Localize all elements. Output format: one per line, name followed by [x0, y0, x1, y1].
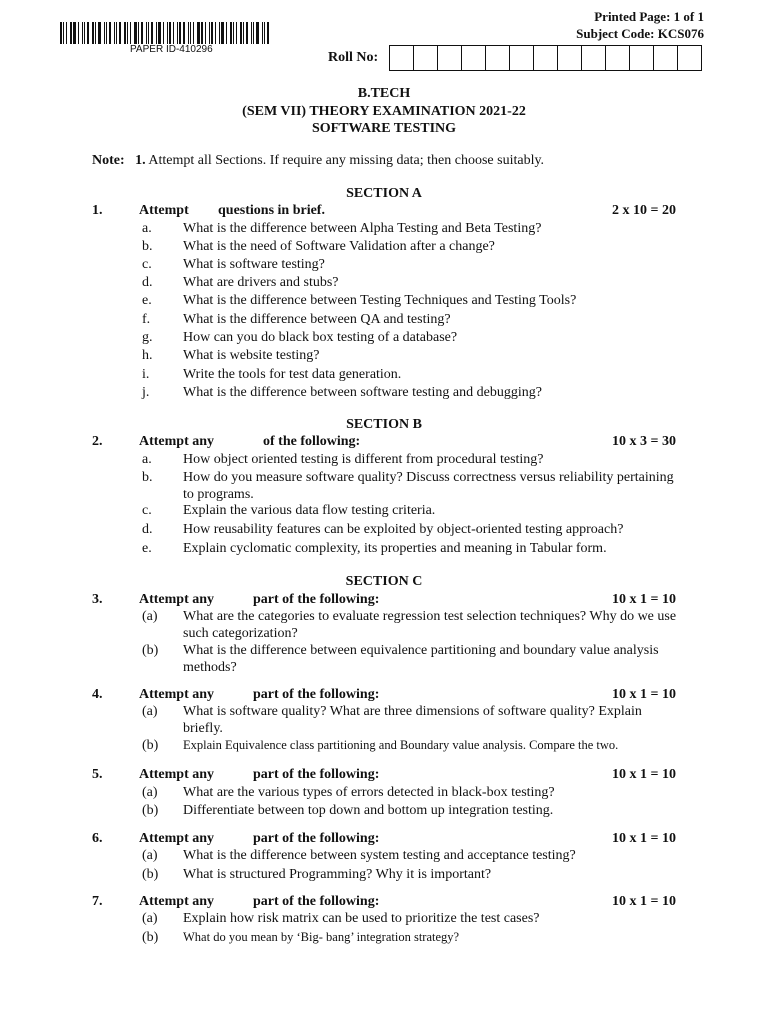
roll-box: [678, 46, 701, 70]
item-text: What is the difference between Alpha Testing and Beta Testing?: [183, 221, 542, 236]
question-instruction-rest: part of the following:: [253, 592, 380, 607]
item-text: What is software quality? What are three dimensions of software quality? Explain briefly.: [183, 704, 642, 736]
item-text: Differentiate between top down and bottom up integration testing.: [183, 803, 554, 818]
item-text: What is the difference between Testing Techniques and Testing Tools?: [183, 293, 577, 308]
item-text: How object oriented testing is different from procedural testing?: [183, 452, 544, 467]
item-label: (b): [142, 738, 159, 753]
item-text: Explain Equivalence class partitioning and Boundary value analysis. Compare the two.: [183, 738, 619, 752]
question-instruction: Attempt any: [139, 592, 215, 607]
question-instruction: Attempt any: [139, 894, 215, 909]
question-marks: 10 x 1 = 10: [612, 831, 676, 846]
roll-box: [630, 46, 654, 70]
printed-page: Printed Page: 1 of 1: [594, 9, 704, 24]
question-marks: 10 x 1 = 10: [612, 767, 676, 782]
question-instruction-rest: part of the following:: [253, 767, 380, 782]
item-text: What is the difference between QA and testing?: [183, 312, 451, 327]
section-c-heading: SECTION C: [345, 574, 423, 589]
item-label: a.: [142, 452, 152, 467]
item-label: e.: [142, 293, 152, 308]
roll-box: [462, 46, 486, 70]
question-marks: 10 x 1 = 10: [612, 592, 676, 607]
question-number: 1.: [92, 203, 103, 218]
exam-title: (SEM VII) THEORY EXAMINATION 2021-22: [242, 104, 526, 119]
item-text: What is the difference between system testing and acceptance testing?: [183, 848, 576, 863]
roll-box: [486, 46, 510, 70]
item-label: (a): [142, 785, 158, 800]
question-number: 2.: [92, 434, 103, 449]
item-label: (b): [142, 643, 159, 658]
note-number: 1.: [135, 153, 146, 168]
question-header: [92, 767, 676, 785]
note-text: Attempt all Sections. If require any missing data; then choose suitably.: [148, 153, 545, 168]
question-marks: 10 x 1 = 10: [612, 687, 676, 702]
item-label: (b): [142, 867, 159, 882]
item-label: d.: [142, 522, 153, 537]
item-label: c.: [142, 503, 152, 518]
question-number: 6.: [92, 831, 103, 846]
item-text: What are the categories to evaluate regression test selection techniques? Why do we use such categorization?: [183, 609, 677, 641]
item-label: i.: [142, 367, 150, 382]
roll-box: [654, 46, 678, 70]
question-number: 3.: [92, 592, 103, 607]
question-instruction-rest: questions in brief.: [218, 203, 325, 218]
roll-box: [606, 46, 630, 70]
item-label: h.: [142, 348, 153, 363]
item-text: What is the difference between software testing and debugging?: [183, 385, 542, 400]
item-label: a.: [142, 221, 152, 236]
paper-id: PAPER ID-410296: [130, 44, 213, 55]
question-header: [92, 203, 676, 221]
item-label: (b): [142, 930, 159, 945]
item-text: What do you mean by ‘Big- bang’ integration strategy?: [183, 930, 460, 944]
item-label: g.: [142, 330, 153, 345]
question-instruction: Attempt: [139, 203, 189, 218]
roll-box: [414, 46, 438, 70]
item-label: j.: [142, 385, 150, 400]
item-label: e.: [142, 541, 152, 556]
item-label: f.: [142, 312, 151, 327]
subject-title: SOFTWARE TESTING: [311, 121, 457, 136]
question-instruction-rest: of the following:: [263, 434, 361, 449]
item-text: What is the difference between equivalence partitioning and boundary value analysis methods?: [183, 643, 659, 675]
item-label: c.: [142, 257, 152, 272]
question-instruction: Attempt any: [139, 831, 215, 846]
item-text: What are drivers and stubs?: [183, 275, 339, 290]
item-label: (b): [142, 803, 159, 818]
item-text: How do you measure software quality? Discuss correctness versus reliability pertaining to programs.: [183, 470, 674, 502]
roll-box: [510, 46, 534, 70]
question-number: 7.: [92, 894, 103, 909]
question-number: 5.: [92, 767, 103, 782]
item-text: What is structured Programming? Why it is important?: [183, 867, 492, 882]
item-text: What is software testing?: [183, 257, 325, 272]
item-text: What are the various types of errors detected in black-box testing?: [183, 785, 555, 800]
subject-code: Subject Code: KCS076: [576, 26, 704, 41]
item-label: b.: [142, 239, 153, 254]
roll-box: [534, 46, 558, 70]
note: [92, 153, 544, 169]
item-text: Explain the various data flow testing criteria.: [183, 503, 436, 518]
roll-box: [390, 46, 414, 70]
item-text: Write the tools for test data generation.: [183, 367, 402, 382]
barcode: [60, 22, 292, 44]
item-label: (a): [142, 609, 158, 624]
item-text: Explain cyclomatic complexity, its properties and meaning in Tabular form.: [183, 541, 607, 556]
roll-box: [582, 46, 606, 70]
item-text: What is the need of Software Validation after a change?: [183, 239, 495, 254]
question-instruction-rest: part of the following:: [253, 687, 380, 702]
question-marks: 10 x 3 = 30: [612, 434, 676, 449]
question-instruction: Attempt any: [139, 687, 215, 702]
question-instruction: Attempt any: [139, 434, 215, 449]
item-label: (a): [142, 911, 158, 926]
question-marks: 2 x 10 = 20: [612, 203, 676, 218]
item-label: (a): [142, 704, 158, 719]
section-b-heading: SECTION B: [346, 417, 422, 432]
item-label: (a): [142, 848, 158, 863]
item-label: d.: [142, 275, 153, 290]
note-label: Note:: [92, 153, 125, 168]
item-text: Explain how risk matrix can be used to prioritize the test cases?: [183, 911, 540, 926]
question-number: 4.: [92, 687, 103, 702]
item-text: What is website testing?: [183, 348, 320, 363]
roll-number-boxes: [389, 45, 702, 71]
item-text: How can you do black box testing of a database?: [183, 330, 458, 345]
question-header: [92, 434, 676, 452]
roll-box: [558, 46, 582, 70]
question-instruction-rest: part of the following:: [253, 894, 380, 909]
degree-title: B.TECH: [357, 86, 411, 101]
question-marks: 10 x 1 = 10: [612, 894, 676, 909]
roll-label: Roll No:: [328, 50, 379, 65]
item-label: b.: [142, 470, 153, 485]
question-instruction-rest: part of the following:: [253, 831, 380, 846]
section-a-heading: SECTION A: [346, 186, 422, 201]
item-text: How reusability features can be exploited by object-oriented testing approach?: [183, 522, 624, 537]
header-right: [576, 8, 704, 42]
question-instruction: Attempt any: [139, 767, 215, 782]
roll-box: [438, 46, 462, 70]
